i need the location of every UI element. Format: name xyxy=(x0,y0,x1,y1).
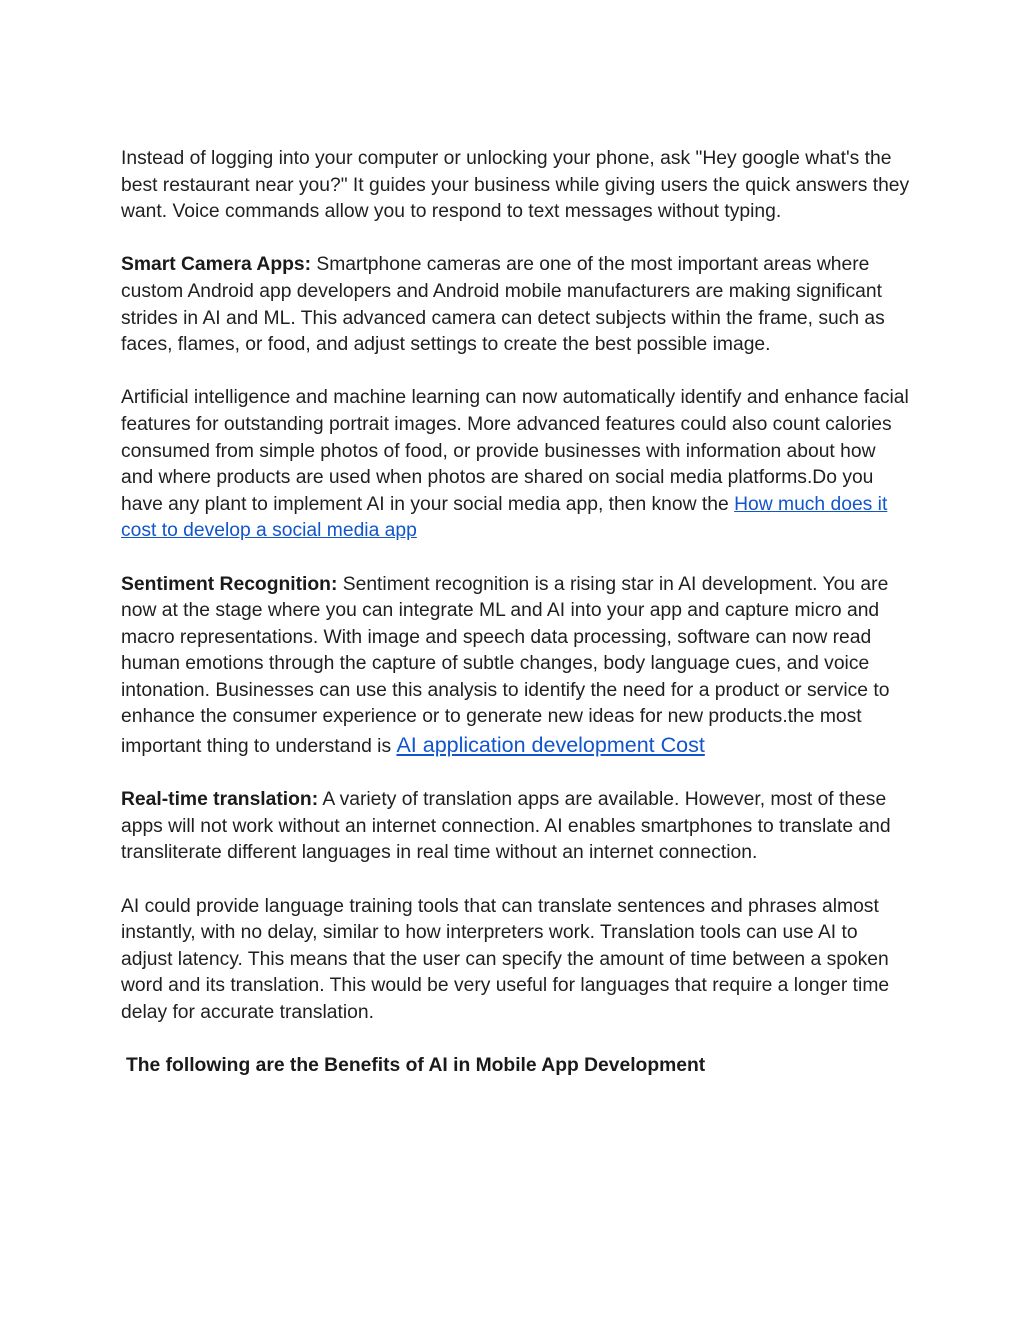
paragraph-text: AI could provide language training tools that can translate sentences and phrases almost instantly, with no delay, similar to how interpreters work. Translation tools can use AI to adjust latency. This means that the user can specify the amount of time between a spoken word and its translation. This would be very useful for languages that require a longer time delay for accurate translation. xyxy=(121,895,890,1023)
paragraph-language-training xyxy=(121,894,911,1027)
paragraph-voice-commands xyxy=(121,146,911,226)
paragraph-portrait-features xyxy=(121,385,911,545)
paragraph-label: Smart Camera Apps: xyxy=(121,254,312,276)
ai-development-cost-link[interactable]: AI application development Cost xyxy=(396,733,705,758)
paragraph-text: Instead of logging into your computer or unlocking your phone, ask "Hey google what's the best restaurant near you?" It guides your business while giving users the quick answers they want. Voice commands allow you to respond to text messages without typing. xyxy=(121,148,910,223)
paragraph-text: Sentiment recognition is a rising star in AI development. You are now at the stage where you can integrate ML and AI into your app and capture micro and macro representations. With image and speech data processing, software can now read human emotions through the capture of subtle changes, body language cues, and voice intonation. Businesses can use this analysis to identify the need for a product or service to enhance the consumer experience or to generate new ideas for new products.the most important thing to understand is xyxy=(121,573,890,758)
paragraph-text: Artificial intelligence and machine learning can now automatically identify and enhance facial features for outstanding portrait images. More advanced features could also count calories consumed from simple photos of food, or provide businesses with information about how and where products are used when photos are shared on social media platforms.Do you have any plant to implement AI in your social media app, then know the xyxy=(121,387,909,515)
paragraph-real-time-translation xyxy=(121,787,911,867)
social-media-app-cost-link[interactable]: How much does it cost to develop a social media app xyxy=(121,493,888,542)
document-page xyxy=(121,146,911,1080)
paragraph-label: Sentiment Recognition: xyxy=(121,573,338,595)
paragraph-label: Real-time translation: xyxy=(121,789,319,811)
paragraph-text: A variety of translation apps are available. However, most of these apps will not work without an internet connection. AI enables smartphones to translate and transliterate different languages in real time without an internet connection. xyxy=(121,789,891,864)
paragraph-sentiment-recognition xyxy=(121,572,911,761)
paragraph-smart-camera-apps xyxy=(121,252,911,358)
benefits-heading: The following are the Benefits of AI in Mobile App Development xyxy=(126,1055,706,1077)
paragraph-text: Smartphone cameras are one of the most important areas where custom Android app developers and Android mobile manufacturers are making significant strides in AI and ML. This advanced camera can detect subjects within the frame, such as faces, flames, or food, and adjust settings to create the best possible image. xyxy=(121,254,885,356)
